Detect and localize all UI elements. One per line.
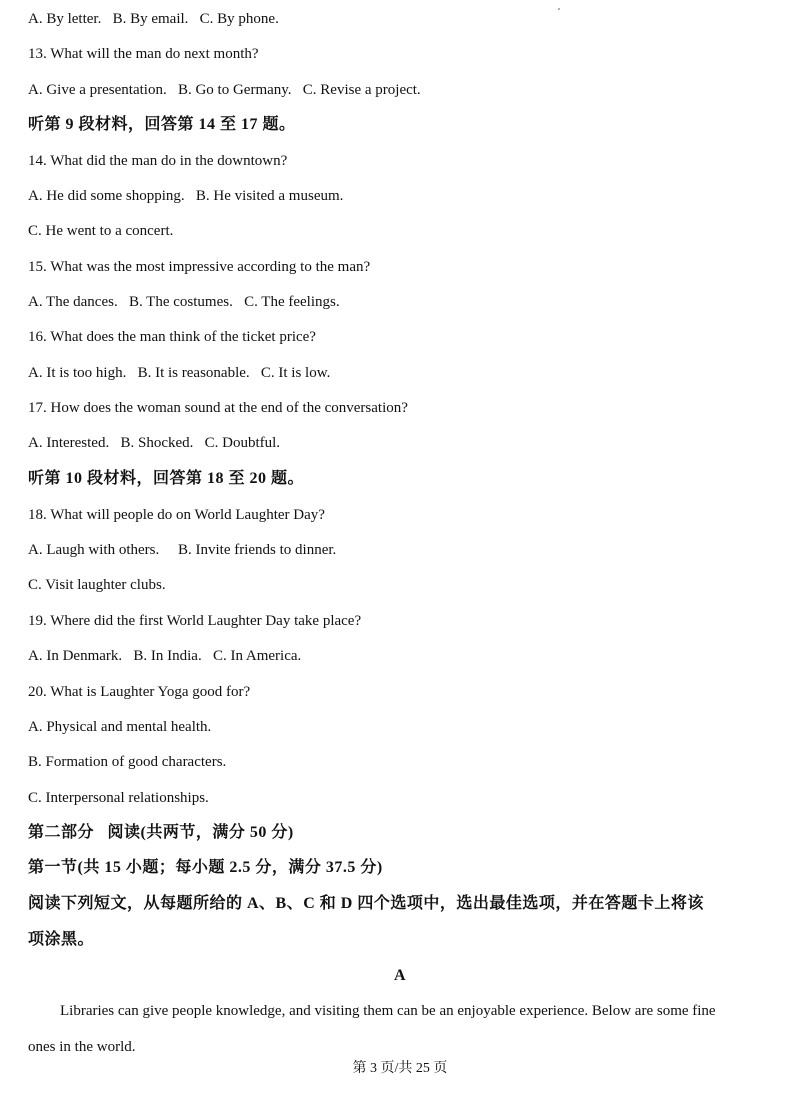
option-line-q14-ab: A. He did some shopping. B. He visited a museum.: [28, 188, 344, 204]
part-two-heading: 第二部分 阅读(共两节，满分 50 分): [28, 824, 294, 841]
option-line-q17: A. Interested. B. Shocked. C. Doubtful.: [28, 435, 281, 451]
passage-title: A: [393, 967, 407, 984]
option-line-q20-a: A. Physical and mental health.: [28, 719, 212, 735]
option-line-q13: A. Give a presentation. B. Go to Germany. C. Revise a project.: [28, 82, 421, 98]
passage-line-2: ones in the world.: [28, 1039, 136, 1055]
option-line-q19: A. In Denmark. B. In India. C. In America.: [28, 648, 302, 664]
passage-line-1: Libraries can give people knowledge, and visiting them can be an enjoyable experience. Below are some fine: [60, 1003, 716, 1019]
page-footer: 第 3 页/共 25 页: [352, 1061, 448, 1076]
instructions-line-1: 阅读下列短文，从每题所给的 A、B、C 和 D 四个选项中，选出最佳选项，并在答题卡上将该: [28, 895, 704, 912]
option-line-q20-b: B. Formation of good characters.: [28, 754, 227, 770]
section-heading-material-9: 听第 9 段材料，回答第 14 至 17 题。: [28, 116, 296, 133]
question-20: 20. What is Laughter Yoga good for?: [28, 684, 251, 700]
question-17: 17. How does the woman sound at the end of the conversation?: [28, 400, 408, 416]
question-16: 16. What does the man think of the ticket price?: [28, 329, 316, 345]
option-line-q14-c: C. He went to a concert.: [28, 223, 174, 239]
option-line-q12: A. By letter. B. By email. C. By phone.: [28, 11, 279, 27]
question-18: 18. What will people do on World Laughter Day?: [28, 507, 325, 523]
option-line-q20-c: C. Interpersonal relationships.: [28, 790, 209, 806]
question-13: 13. What will the man do next month?: [28, 46, 259, 62]
instructions-line-2: 项涂黑。: [28, 931, 95, 948]
section-heading-material-10: 听第 10 段材料，回答第 18 至 20 题。: [28, 470, 305, 487]
question-14: 14. What did the man do in the downtown?: [28, 153, 288, 169]
option-line-q18-ab: A. Laugh with others. B. Invite friends to dinner.: [28, 542, 337, 558]
option-line-q16: A. It is too high. B. It is reasonable. C. It is low.: [28, 365, 331, 381]
option-line-q18-c: C. Visit laughter clubs.: [28, 577, 166, 593]
option-line-q15: A. The dances. B. The costumes. C. The feelings.: [28, 294, 340, 310]
section-one-heading: 第一节(共 15 小题；每小题 2.5 分，满分 37.5 分): [28, 859, 383, 876]
question-15: 15. What was the most impressive according to the man?: [28, 259, 371, 275]
question-19: 19. Where did the first World Laughter Day take place?: [28, 613, 362, 629]
